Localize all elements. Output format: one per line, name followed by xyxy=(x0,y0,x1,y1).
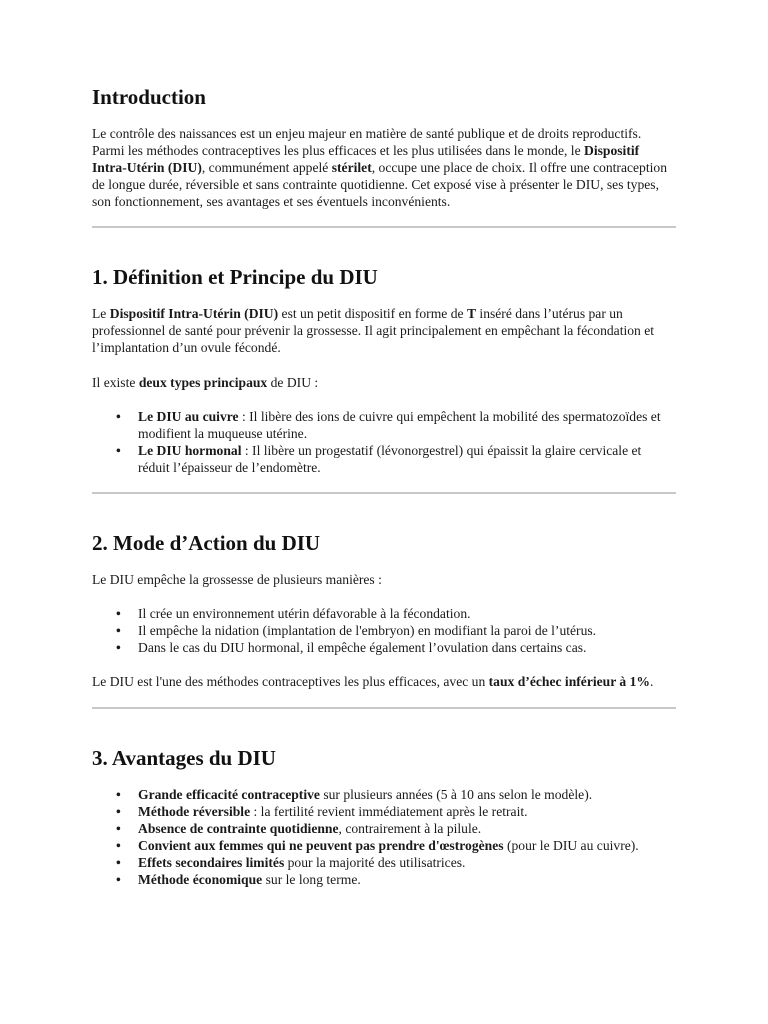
text-run: de DIU : xyxy=(267,375,319,390)
bold-text: T xyxy=(466,306,477,321)
section-divider xyxy=(92,492,676,494)
section-divider xyxy=(92,226,676,228)
mode-list xyxy=(92,605,676,656)
text-run: Le contrôle des naissances est un enjeu majeur en matière de santé publique et de droits reproductifs. Parmi les méthodes contraceptives les plus efficaces et les plus utilisées dans le monde, le xyxy=(92,126,642,158)
bold-text: Le DIU hormonal xyxy=(138,443,242,458)
intro-paragraph xyxy=(92,125,676,210)
efficacy-paragraph xyxy=(92,673,676,690)
section-title: 2. Mode d’Action du DIU xyxy=(92,531,321,555)
section-divider xyxy=(92,707,676,709)
list-item: • Dans le cas du DIU hormonal, il empêche également l’ovulation dans certains cas. xyxy=(138,639,676,656)
bold-text: Le DIU au cuivre xyxy=(138,409,239,424)
advantages-list xyxy=(92,786,676,888)
bold-text: Méthode économique xyxy=(138,872,263,887)
text-run: : Il libère des ions de cuivre qui empêchent la mobilité des spermatozoïdes et modifient la muqueuse utérine. xyxy=(138,409,661,441)
section-mode-action xyxy=(92,530,676,709)
text-run: . xyxy=(650,674,654,689)
bold-text: Grande efficacité contraceptive xyxy=(138,787,320,802)
text-run: Le DIU est l'une des méthodes contraceptives les plus efficaces, avec un xyxy=(92,674,489,689)
text-run: , communément appelé xyxy=(201,160,332,175)
list-item xyxy=(138,442,676,476)
list-item xyxy=(138,871,676,888)
bold-text: Méthode réversible xyxy=(138,804,251,819)
section-introduction xyxy=(92,84,676,228)
section-title: 3. Avantages du DIU xyxy=(92,746,276,770)
text-run: , contrairement à la pilule. xyxy=(338,821,482,836)
list-item xyxy=(138,837,676,854)
types-list xyxy=(92,408,676,476)
bold-text: deux types principaux xyxy=(138,375,268,390)
section-title: 1. Définition et Principe du DIU xyxy=(92,265,378,289)
list-item xyxy=(138,408,676,442)
bold-text: Absence de contrainte quotidienne xyxy=(138,821,339,836)
text-run: pour la majorité des utilisatrices. xyxy=(284,855,466,870)
types-intro-paragraph xyxy=(92,374,676,391)
text-run: : Il libère un progestatif (lévonorgestrel) qui épaissit la glaire cervicale et réduit l’épaisseur de l’endomètre. xyxy=(138,443,642,475)
bold-text: Convient aux femmes qui ne peuvent pas prendre d'œstrogènes xyxy=(138,838,504,853)
bold-text: stérilet xyxy=(331,160,372,175)
bold-text: Effets secondaires limités xyxy=(138,855,285,870)
text-run: (pour le DIU au cuivre). xyxy=(503,838,639,853)
bold-text: Dispositif Intra-Utérin (DIU) xyxy=(109,306,279,321)
text-run: sur plusieurs années (5 à 10 ans selon le modèle). xyxy=(319,787,593,802)
definition-paragraph xyxy=(92,305,676,356)
list-item xyxy=(138,854,676,871)
bold-text: taux d’échec inférieur à 1% xyxy=(488,674,650,689)
text-run: est un petit dispositif en forme de xyxy=(278,306,467,321)
section-avantages xyxy=(92,745,676,888)
list-item xyxy=(138,820,676,837)
text-run: sur le long terme. xyxy=(262,872,361,887)
text-run: , occupe une place de choix. Il offre une contraception de longue durée, réversible et sans contrainte quotidienne. Cet exposé vise à présenter le DIU, ses types, son fonctionnement, ses avantages et ses éventuels inconvénients. xyxy=(92,160,667,209)
text-run: Le xyxy=(92,306,110,321)
section-definition xyxy=(92,264,676,494)
mode-paragraph: Le DIU empêche la grossesse de plusieurs manières : xyxy=(92,572,382,587)
list-item: • Il empêche la nidation (implantation de l'embryon) en modifiant la paroi de l’utérus. xyxy=(138,622,676,639)
bold-text: Dispositif Intra-Utérin (DIU) xyxy=(92,143,640,175)
list-item xyxy=(138,786,676,803)
list-item: • Il crée un environnement utérin défavorable à la fécondation. xyxy=(138,605,676,622)
list-item xyxy=(138,803,676,820)
text-run: Il existe xyxy=(92,375,139,390)
text-run: : la fertilité revient immédiatement après le retrait. xyxy=(250,804,528,819)
section-title: Introduction xyxy=(92,85,206,109)
text-run: inséré dans l’utérus par un professionnel de santé pour prévenir la grossesse. Il agit principalement en empêchant la fécondation et l’implantation d’un ovule fécondé. xyxy=(92,306,655,355)
